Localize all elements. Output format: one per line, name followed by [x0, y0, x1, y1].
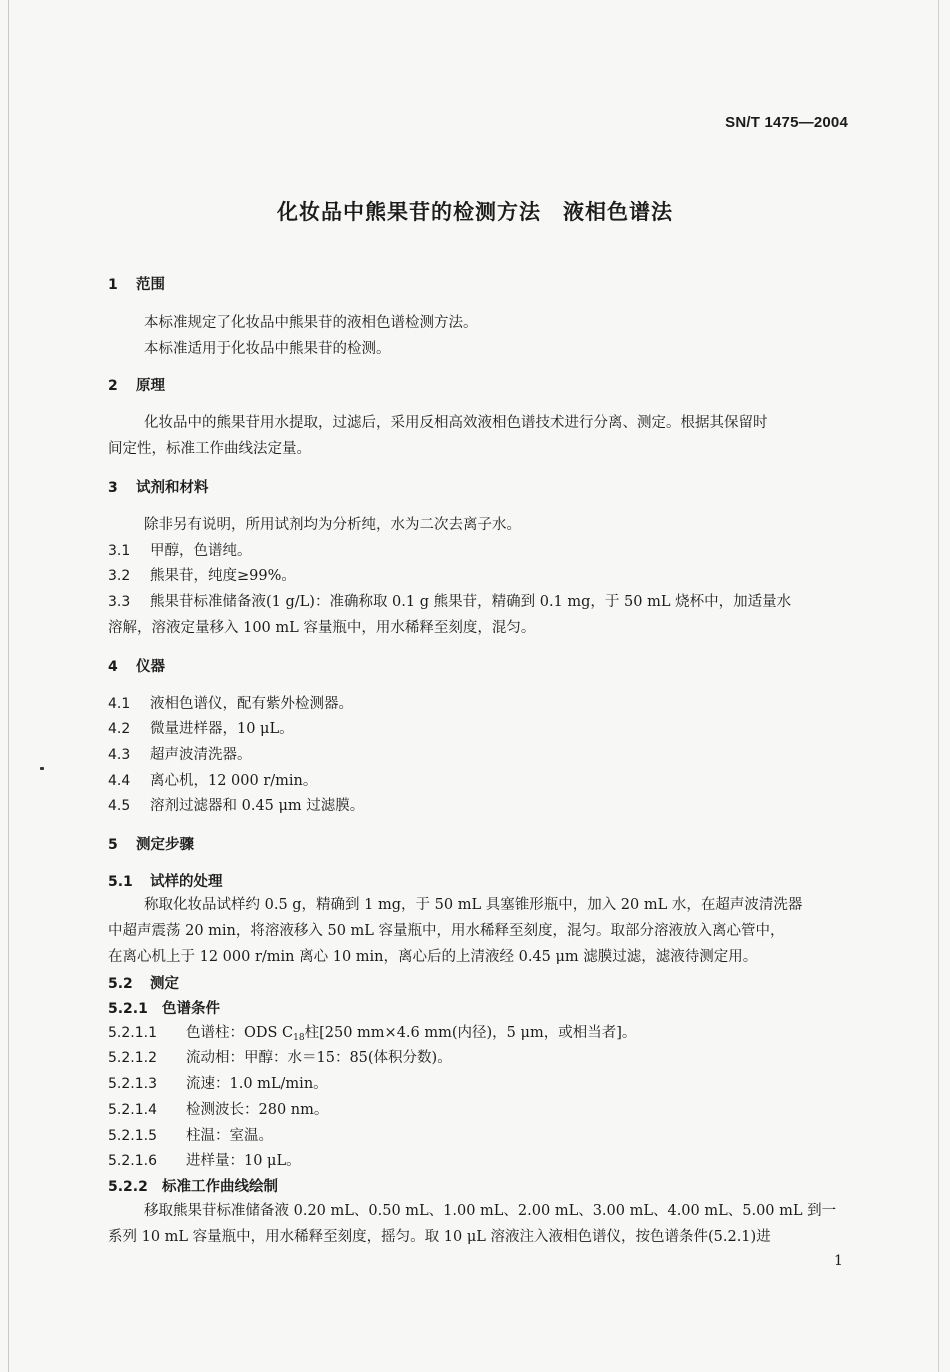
clause-3-1 [108, 542, 252, 560]
clause-5-2-1-3 [108, 1075, 328, 1093]
clause-5-2-1-4 [108, 1101, 328, 1119]
clause-text: 进样量：10 μL。 [186, 1153, 301, 1169]
clause-text: 流速：1.0 mL/min。 [186, 1076, 328, 1092]
clause-number: 4.4 [108, 773, 131, 789]
paragraph: 系列 10 mL 容量瓶中，用水稀释至刻度，摇匀。取 10 μL 溶液注入液相色谱仪，按色谱条件(5.2.1)进 [108, 1229, 771, 1245]
clause-text: 离心机，12 000 r/min。 [150, 773, 318, 789]
section-title: 试剂和材料 [136, 480, 209, 496]
clause-number: 5.2 [108, 976, 133, 992]
clause-text: 熊果苷，纯度≥99%。 [150, 568, 296, 584]
clause-4-4 [108, 772, 317, 790]
clause-number: 3.1 [108, 543, 131, 559]
clause-text: 液相色谱仪，配有紫外检测器。 [150, 696, 353, 712]
section-3-heading [108, 479, 209, 497]
clause-4-2 [108, 720, 294, 738]
clause-5-2-1-5 [108, 1127, 273, 1145]
clause-number: 4.2 [108, 721, 131, 737]
section-1-heading [108, 276, 165, 294]
clause-title: 色谱条件 [162, 1001, 220, 1017]
clause-5-2-1-2 [108, 1049, 452, 1067]
paragraph: 移取熊果苷标准储备液 0.20 mL、0.50 mL、1.00 mL、2.00 mL、3.00 mL、4.00 mL、5.00 mL 到一 [144, 1203, 837, 1219]
clause-3-3 [108, 593, 791, 611]
clause-text: 检测波长：280 nm。 [186, 1102, 329, 1118]
clause-text: 溶剂过滤器和 0.45 μm 过滤膜。 [150, 798, 365, 814]
section-4-heading [108, 658, 165, 676]
clause-text: 流动相：甲醇：水＝15：85(体积分数)。 [186, 1050, 452, 1066]
clause-text: 熊果苷标准储备液(1 g/L)：准确称取 0.1 g 熊果苷，精确到 0.1 mg，于 50 mL 烧杯中，加适量水 [150, 594, 792, 610]
subsection-5-2-heading [108, 975, 179, 993]
clause-text: 柱温：室温。 [186, 1128, 273, 1144]
clause-number: 5.2.1.1 [108, 1025, 157, 1041]
paragraph: 化妆品中的熊果苷用水提取，过滤后，采用反相高效液相色谱技术进行分离、测定。根据其保留时 [144, 415, 768, 431]
clause-text-continued: 溶解，溶液定量移入 100 mL 容量瓶中，用水稀释至刻度，混匀。 [108, 620, 536, 636]
section-title: 测定步骤 [136, 837, 194, 853]
clause-text: 甲醇，色谱纯。 [150, 543, 252, 559]
section-title: 范围 [136, 277, 165, 293]
document-title: 化妆品中熊果苷的检测方法 液相色谱法 [277, 200, 673, 224]
clause-title: 标准工作曲线绘制 [162, 1179, 278, 1195]
paragraph: 除非另有说明，所用试剂均为分析纯，水为二次去离子水。 [144, 517, 521, 533]
section-number: 5 [108, 837, 118, 853]
clause-5-2-1-1 [108, 1024, 636, 1047]
section-title: 原理 [136, 378, 165, 394]
clause-number: 5.2.1.6 [108, 1153, 157, 1169]
paragraph: 称取化妆品试样约 0.5 g，精确到 1 mg，于 50 mL 具塞锥形瓶中，加入 20 mL 水，在超声波清洗器 [144, 897, 803, 913]
subsection-5-2-2-heading [108, 1178, 278, 1196]
section-2-heading [108, 377, 165, 395]
clause-number: 4.3 [108, 747, 131, 763]
clause-number: 5.2.1 [108, 1001, 148, 1017]
paragraph: 中超声震荡 20 min，将溶液移入 50 mL 容量瓶中，用水稀释至刻度，混匀。取部分溶液放入离心管中， [108, 923, 785, 939]
clause-title: 测定 [150, 976, 179, 992]
clause-number: 3.3 [108, 594, 131, 610]
clause-4-3 [108, 746, 252, 764]
page-number: 1 [834, 1253, 843, 1269]
clause-text: 微量进样器，10 μL。 [150, 721, 294, 737]
scan-speck [40, 767, 44, 770]
paragraph: 间定性，标准工作曲线法定量。 [108, 441, 311, 457]
clause-5-2-1-6 [108, 1152, 301, 1170]
clause-text: 柱[250 mm×4.6 mm(内径)，5 μm，或相当者]。 [304, 1025, 637, 1041]
section-number: 4 [108, 659, 118, 675]
clause-4-5 [108, 797, 364, 815]
paragraph: 本标准规定了化妆品中熊果苷的液相色谱检测方法。 [144, 315, 478, 331]
clause-text: 色谱柱：ODS C [186, 1025, 294, 1041]
standard-number: SN/T 1475—2004 [725, 114, 848, 131]
clause-number: 5.2.1.3 [108, 1076, 157, 1092]
section-number: 1 [108, 277, 118, 293]
clause-number: 4.5 [108, 798, 131, 814]
section-number: 2 [108, 378, 118, 394]
clause-title: 试样的处理 [150, 874, 223, 890]
subsection-5-1-heading [108, 873, 223, 891]
clause-3-2 [108, 567, 296, 585]
paragraph: 本标准适用于化妆品中熊果苷的检测。 [144, 341, 391, 357]
clause-4-1 [108, 695, 353, 713]
section-number: 3 [108, 480, 118, 496]
section-title: 仪器 [136, 659, 165, 675]
clause-number: 5.2.2 [108, 1179, 148, 1195]
clause-number: 5.2.1.5 [108, 1128, 157, 1144]
clause-number: 3.2 [108, 568, 131, 584]
clause-number: 5.2.1.2 [108, 1050, 157, 1066]
clause-text: 超声波清洗器。 [150, 747, 252, 763]
clause-number: 5.1 [108, 874, 133, 890]
subsection-5-2-1-heading [108, 1000, 220, 1018]
paragraph: 在离心机上于 12 000 r/min 离心 10 min，离心后的上清液经 0.45 μm 滤膜过滤，滤液待测定用。 [108, 949, 758, 965]
clause-number: 4.1 [108, 696, 131, 712]
section-5-heading [108, 836, 194, 854]
clause-number: 5.2.1.4 [108, 1102, 157, 1118]
subscript: 18 [293, 1033, 305, 1043]
